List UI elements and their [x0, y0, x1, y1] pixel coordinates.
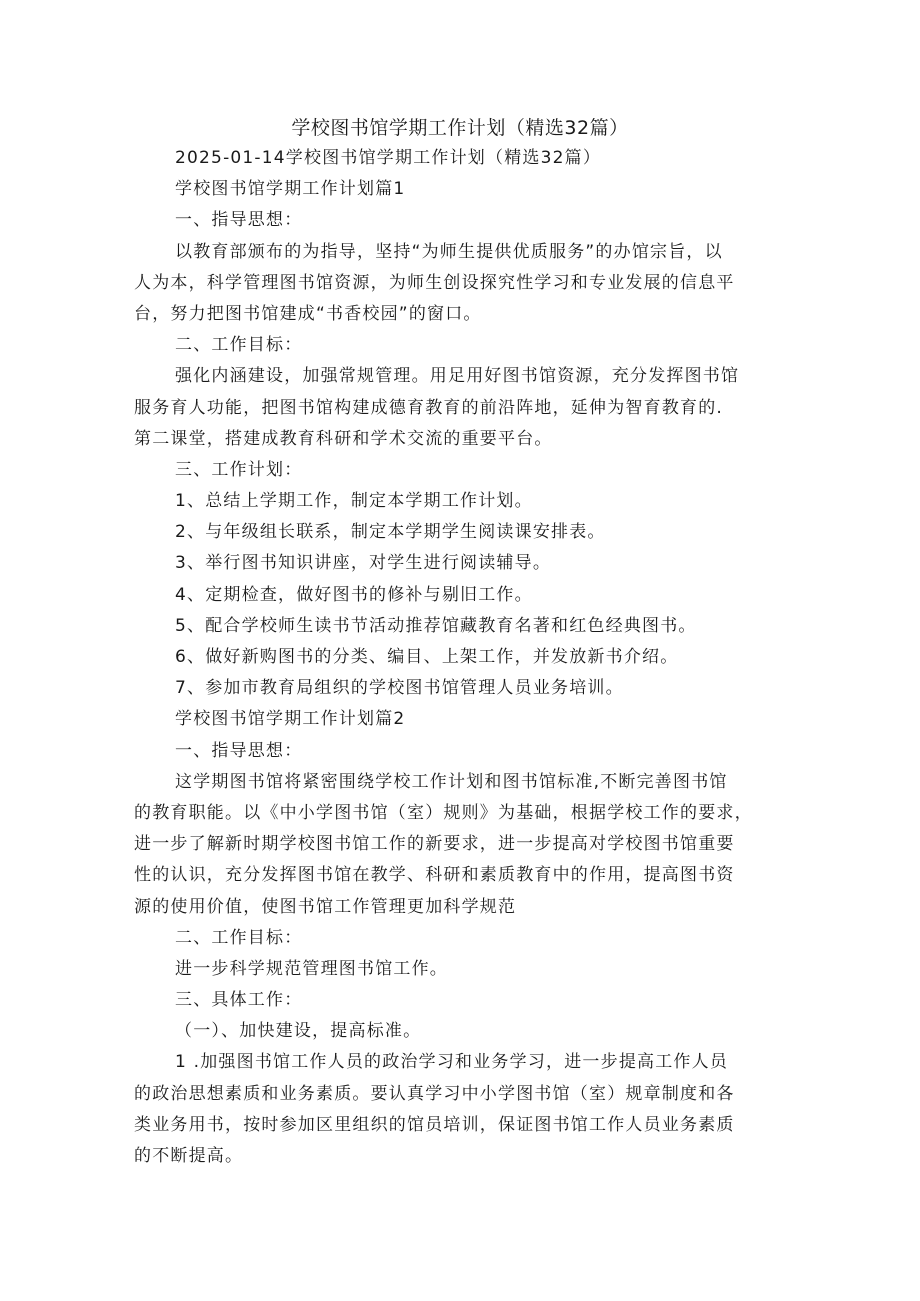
paragraph-line: 1 .加强图书馆工作人员的政治学习和业务学习，进一步提高工作人员 [175, 1052, 729, 1073]
list-item: 6、做好新购图书的分类、编目、上架工作，并发放新书介绍。 [175, 647, 679, 667]
document-subtitle: 2025-01-14学校图书馆学期工作计划（精选32篇） [175, 148, 602, 168]
list-item: 1、总结上学期工作，制定本学期工作计划。 [175, 491, 533, 512]
list-item: 2、与年级组长联系，制定本学期学生阅读课安排表。 [175, 522, 606, 543]
paragraph-line: 这学期图书馆将紧密围绕学校工作计划和图书馆标准,不断完善图书馆 [175, 771, 728, 792]
paragraph-line: 进一步科学规范管理图书馆工作。 [175, 958, 448, 979]
section-heading: 学校图书馆学期工作计划篇1 [175, 179, 406, 200]
paragraph-line: 源的使用价值，使图书馆工作管理更加科学规范 [134, 896, 517, 917]
paragraph-line: 台，努力把图书馆建成“书香校园”的窗口。 [134, 303, 482, 324]
paragraph-line: 的政治思想素质和业务素质。要认真学习中小学图书馆（室）规章制度和各 [134, 1083, 735, 1104]
subsection-heading: 二、工作目标： [175, 335, 303, 356]
section-heading: 学校图书馆学期工作计划篇2 [175, 709, 406, 730]
subsection-heading: 一、指导思想： [175, 210, 303, 231]
paragraph-line: 服务育人功能，把图书馆构建成德育教育的前沿阵地，延伸为智育教育的. [134, 397, 724, 418]
list-item: 3、举行图书知识讲座，对学生进行阅读辅导。 [175, 553, 552, 574]
subsection-heading: 一、指导思想： [175, 740, 303, 761]
subsection-heading: 二、工作目标： [175, 927, 303, 948]
paragraph-line: 以教育部颁布的为指导，坚持“为师生提供优质服务”的办馆宗旨，以 [175, 241, 723, 262]
paragraph-line: 强化内涵建设，加强常规管理。用足用好图书馆资源，充分发挥图书馆 [175, 366, 740, 387]
paragraph-line: 进一步了解新时期学校图书馆工作的新要求，进一步提高对学校图书馆重要 [134, 834, 735, 855]
subsection-heading: 三、具体工作： [175, 990, 303, 1011]
list-item: 7、参加市教育局组织的学校图书馆管理人员业务培训。 [175, 678, 624, 699]
list-item: 5、配合学校师生读书节活动推荐馆藏教育名著和红色经典图书。 [175, 615, 697, 636]
subsection-heading: （一）、加快建设，提高标准。 [175, 1021, 422, 1042]
paragraph-line: 人为本，科学管理图书馆资源，为师生创设探究性学习和专业发展的信息平 [134, 272, 735, 293]
paragraph-line: 性的认识，充分发挥图书馆在教学、科研和素质教育中的作用，提高图书资 [134, 865, 735, 886]
list-item: 4、定期检查，做好图书的修补与剔旧工作。 [175, 584, 533, 605]
paragraph-line: 第二课堂，搭建成教育科研和学术交流的重要平台。 [134, 428, 553, 449]
document-body [134, 143, 791, 1172]
paragraph-line: 的教育职能。以《中小学图书馆（室）规则》为基础，根据学校工作的要求， [134, 802, 753, 823]
document-title: 学校图书馆学期工作计划（精选32篇） [291, 117, 629, 139]
paragraph-line: 的不断提高。 [134, 1146, 244, 1166]
paragraph-line: 类业务用书，按时参加区里组织的馆员培训，保证图书馆工作人员业务素质 [134, 1114, 735, 1135]
subsection-heading: 三、工作计划： [175, 459, 303, 480]
